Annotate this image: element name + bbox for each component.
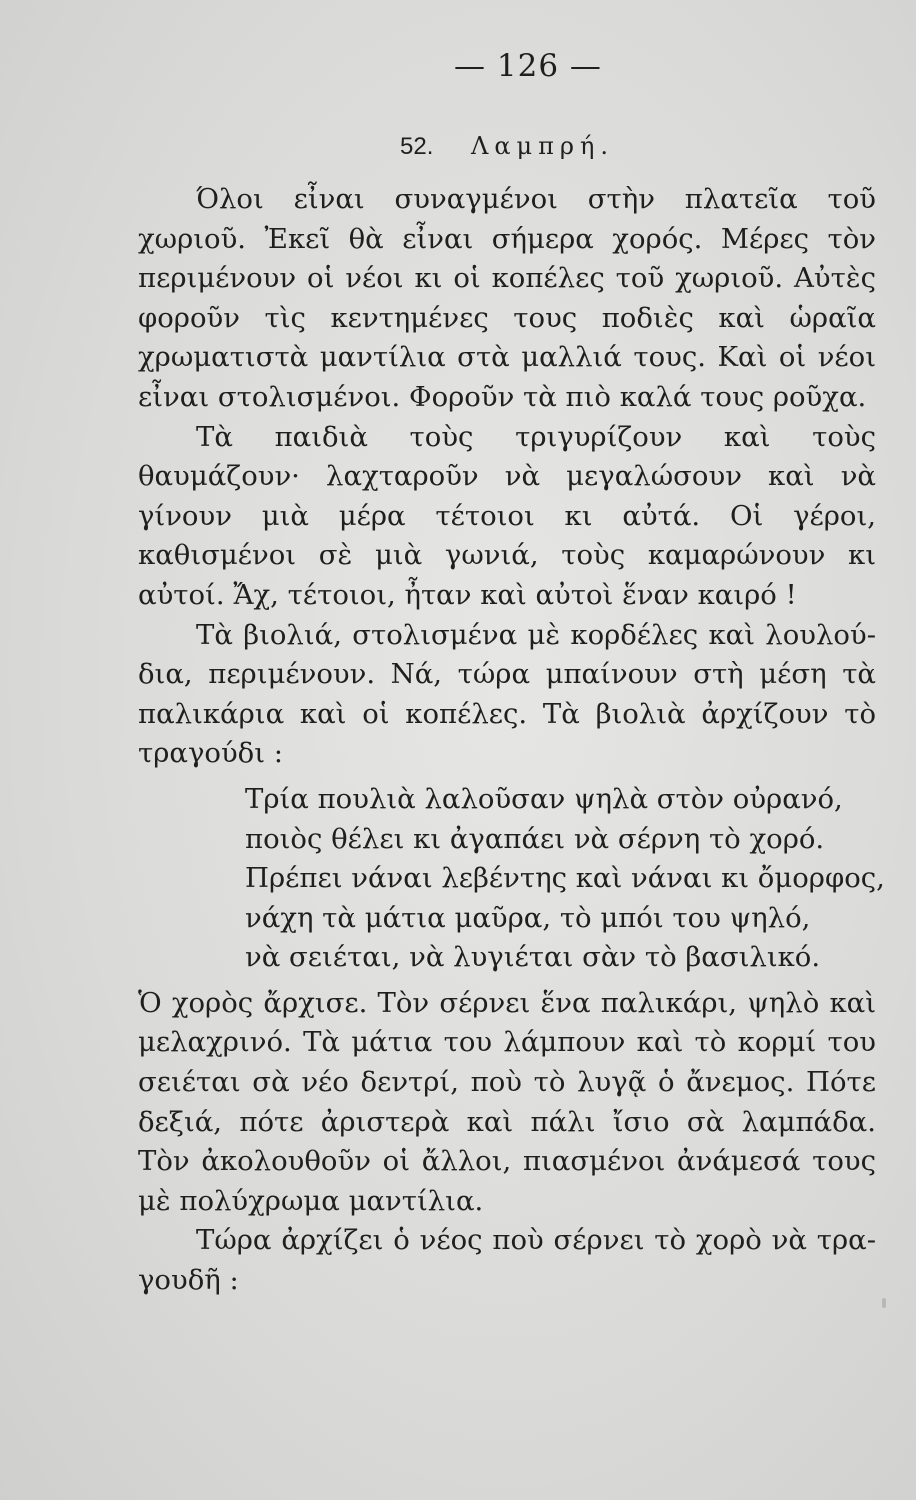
section-title: Λαμπρή. xyxy=(471,132,615,160)
body-text xyxy=(138,180,885,1301)
verse-line: Τρία πουλιὰ λαλοῦσαν ψηλὰ στὸν οὐρανό, xyxy=(245,782,843,815)
paper-speck xyxy=(882,1298,886,1308)
verse-line: νὰ σειέται, νὰ λυγιέται σὰν τὸ βασιλικό. xyxy=(245,941,821,974)
section-number: 52. xyxy=(400,133,434,160)
paragraph: Τὰ βιολιά, στολισμένα μὲ κορδέλες καὶ λουλούδια, περιμένουν. Νά, τώρα μπαίνουν στὴ μέση τὰ παλικάρια καὶ οἱ κοπέλες. Τὰ βιολιὰ ἀρχίζουν τὸ τραγούδι : xyxy=(138,618,876,770)
song-verse xyxy=(245,780,885,978)
paragraph: Τώρα ἀρχίζει ὁ νέος ποὺ σέρνει τὸ χορὸ νὰ τραγουδῆ : xyxy=(138,1224,876,1297)
paragraph: Τὰ παιδιὰ τοὺς τριγυρίζουν καὶ τοὺς θαυμάζουν· λαχταροῦν νὰ μεγαλώσουν καὶ νὰ γίνουν μιὰ μέρα τέτοιοι κι αὐτά. Οἱ γέροι, καθισμένοι σὲ μιὰ γωνιά, τοὺς καμαρώνουν κι αὐτοί. Ἄχ, τέτοιοι, ἦταν καὶ αὐτοὶ ἕναν καιρό ! xyxy=(138,420,876,611)
verse-line: ποιὸς θέλει κι ἀγαπάει νὰ σέρνη τὸ χορό. xyxy=(245,822,825,855)
paragraph: Ὁ χορὸς ἄρχισε. Τὸν σέρνει ἕνα παλικάρι, ψηλὸ καὶ μελαχρινό. Τὰ μάτια του λάμπουν καὶ τὸ κορμί του σειέται σὰ νέο δεντρί, ποὺ τὸ λυγᾷ ὁ ἄνεμος. Πότε δεξιά, πότε ἀριστερὰ καὶ πάλι ἴσιο σὰ λαμπάδα. Τὸν ἀκολουθοῦν οἱ ἄλλοι, πιασμένοι ἀνάμεσά τους μὲ πολύχρωμα μαντίλια. xyxy=(138,986,876,1217)
section-heading xyxy=(400,132,614,161)
paragraph: Όλοι εἶναι συναγμένοι στὴν πλατεῖα τοῦ χωριοῦ. Ἐκεῖ θὰ εἶναι σήμερα χορός. Μέρες τὸν περιμένουν οἱ νέοι κι οἱ κοπέλες τοῦ χωριοῦ. Αὐτὲς φοροῦν τὶς κεντημένες τους ποδιὲς καὶ ὡραῖα χρωματιστὰ μαντίλια στὰ μαλλιά τους. Καὶ οἱ νέοι εἶναι στολισμένοι. Φοροῦν τὰ πιὸ καλά τους ροῦχα. xyxy=(138,183,876,413)
verse-line: Πρέπει νάναι λεβέντης καὶ νάναι κι ὄμορφος, xyxy=(245,862,885,895)
page-number: — 126 — xyxy=(454,48,602,84)
verse-line: νάχη τὰ μάτια μαῦρα, τὸ μπόι του ψηλό, xyxy=(245,901,811,934)
